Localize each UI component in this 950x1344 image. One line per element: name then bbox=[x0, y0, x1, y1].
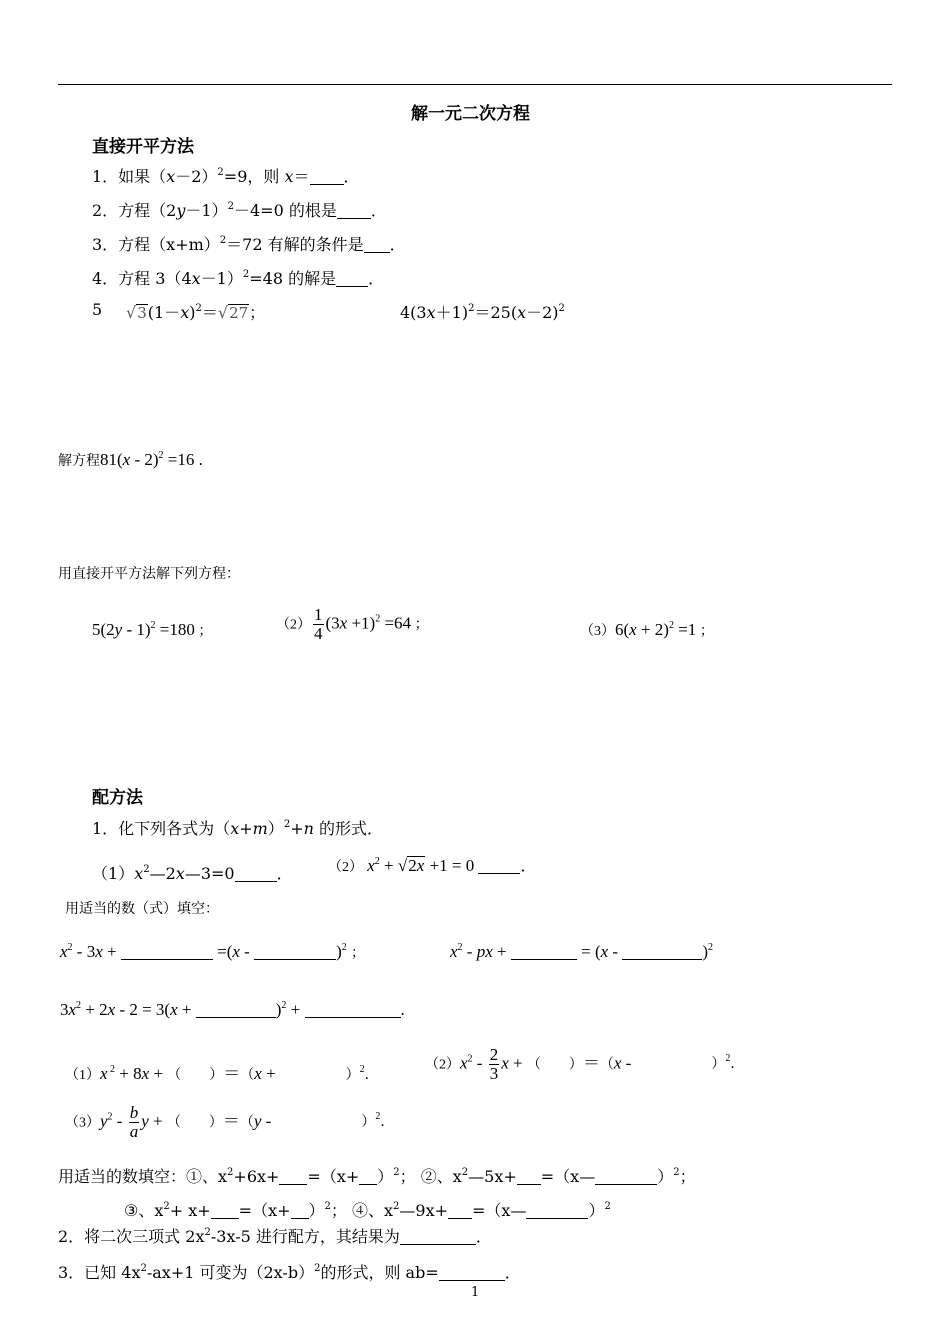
page-number: 1 bbox=[471, 1285, 480, 1300]
solve-equation: 解方程81(x - 2)$^2$ =16 . bbox=[58, 450, 203, 469]
direct-equation-2-label: （2） bbox=[276, 617, 311, 633]
cs-question-2: 2．将二次三项式 $2x^2-3x-5$ 进行配方，其结果为 ． bbox=[58, 1227, 492, 1246]
fill-item-3-label: （3） bbox=[65, 1115, 100, 1131]
question-4: 4．方程 $3(4x-1)^2=48$ 的解是 ． bbox=[92, 269, 385, 288]
cs-question-1-part-2-label: （2） bbox=[328, 860, 363, 875]
cs-question-1-part-2: （2） $x^2 + √2x +1 = 0$ ． bbox=[328, 856, 537, 875]
section-heading-completing-square: 配方法 bbox=[92, 788, 143, 808]
direct-equation-1: 5(2y - 1)$^2$ =180 ； bbox=[92, 620, 213, 639]
header-rule bbox=[58, 84, 892, 85]
fill-item-2-label: （2） bbox=[425, 1057, 460, 1073]
question-5-number: 5 bbox=[92, 300, 103, 319]
fill-equation-b: $x^2$ - px + = (x - )$^2$ bbox=[450, 942, 713, 961]
fill-equation-a: $x^2 - 3x + =(x - )^2$ ； bbox=[60, 942, 365, 961]
fill-item-1: （1）x $^2$ + 8x + （ ）$=(x + )^2$． bbox=[65, 1064, 379, 1083]
fill-item-2: $(2)x^2$ - $\frac{2}{3}$ x + （ ）＝（x - ）$^2$． bbox=[425, 1045, 745, 1083]
cs-question-1: 1．化下列各式为$(x+m)^2+n$ 的形式． bbox=[92, 819, 383, 838]
page-title: 解一元二次方程 bbox=[411, 104, 530, 124]
fill-item-3: $(3)y^2$ - $\frac{b}{a}$ y + （ ）＝（y - ）$^2$． bbox=[65, 1103, 395, 1141]
section-heading-direct: 直接开平方法 bbox=[92, 137, 194, 157]
fill-label: 用适当的数（式）填空： bbox=[65, 901, 219, 917]
question-2: 2．方程$(2y-1)^2-4=0$ 的根是 ． bbox=[92, 201, 387, 220]
direct-equation-3-label: （3） bbox=[580, 624, 615, 639]
question-5-equation-a: $√3(1-x)^2=√27$； bbox=[126, 303, 266, 322]
fill-item-1-label: （1） bbox=[65, 1068, 100, 1083]
direct-equation-3: $(3)6(x + 2)^2 =1$ ； bbox=[580, 620, 714, 639]
question-3: 3．方程$(x+m)^2=72$ 有解的条件是 ． bbox=[92, 235, 406, 254]
direct-equation-2: （2） $\frac{1}{4}$ $(3x +1)^2 =64$ ； bbox=[276, 605, 429, 643]
cs-question-1-part-1: $(1)x^2—2x—3=0$ ． bbox=[92, 864, 293, 883]
solve-label: 解方程 bbox=[58, 454, 100, 469]
question-5-equation-b: $4(3x+1)^2=25(x-2)^2$ bbox=[400, 303, 565, 322]
fill-equation-c: $3x^2 + 2x - 2 = 3(x + )^2$ + . bbox=[60, 1000, 405, 1019]
fill-numbers-line-2: ③、$x^2+ x+ =(x+ )^2$； ④、$x^2—9x+$ =（x— ）$^2$ bbox=[124, 1201, 611, 1220]
fill-numbers-line-1: 用适当的数填空：①、$x^2+6x+ =(x+ )^2$； ②、$x^2—5x+$ =（x— ）$^2$； bbox=[58, 1167, 696, 1186]
question-1 bbox=[92, 164, 360, 187]
cs-question-3: 3．已知 $4x^2-ax+1$ 可变为$(2x-b)^2$的形式，则 ab= ． bbox=[58, 1263, 521, 1282]
direct-instruction: 用直接开平方法解下列方程： bbox=[58, 566, 240, 582]
question-1-text: 1．如果$(x-2)^2=9$，则 x＝ ． bbox=[92, 167, 360, 186]
